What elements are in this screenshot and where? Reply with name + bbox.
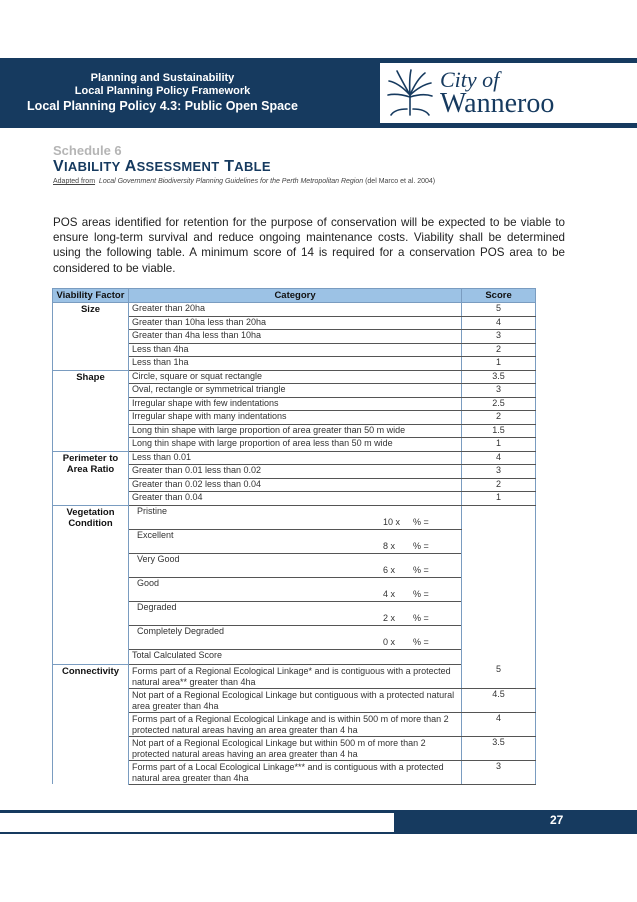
vegetation-cell (128, 529, 461, 553)
schedule-label: Schedule 6 (53, 143, 122, 158)
category-cell: Forms part of a Local Ecological Linkage*** and is contiguous with a protected natural area greater than 4ha (128, 760, 461, 784)
factor-shape: Shape (53, 370, 129, 451)
city-logo (380, 63, 637, 123)
grass-tree-icon (385, 69, 435, 119)
category-cell: Long thin shape with large proportion of area greater than 50 m wide (128, 424, 461, 438)
category-cell: Less than 1ha (128, 357, 461, 371)
title-iability: IABILITY (63, 159, 121, 174)
title-a: A (120, 158, 137, 175)
category-cell: Long thin shape with large proportion of area less than 50 m wide (128, 438, 461, 452)
vegetation-cell (128, 625, 461, 649)
veg-percent: % = (412, 612, 429, 623)
score-cell: 3 (462, 384, 536, 398)
title-ssessment: SSESSMENT (136, 159, 220, 174)
table-row (53, 303, 536, 317)
page-header (0, 58, 637, 128)
category-cell: Oval, rectangle or symmetrical triangle (128, 384, 461, 398)
veg-multiplier: 4 x (382, 588, 395, 599)
score-cell: 1 (462, 492, 536, 506)
veg-multiplier: 2 x (382, 612, 395, 623)
viability-table (52, 288, 536, 785)
veg-percent: % = (412, 516, 429, 527)
title-v: V (53, 158, 64, 175)
score-cell: 1.5 (462, 424, 536, 438)
factor-connectivity: Connectivity (53, 664, 129, 784)
intro-paragraph: POS areas identified for retention for the purpose of conservation will be expected to be viable to ensure long-term survival and reduce ongoing maintenance costs. Viability shall be determined using the following table. A minimum score of 14 is required for a conservation POS area to be considered to be viable. (53, 216, 565, 275)
score-cell: 4 (462, 451, 536, 465)
table-row (53, 505, 536, 529)
header-titles (0, 72, 325, 114)
category-cell: Not part of a Regional Ecological Linkage but within 500 m of more than 2 protected natural areas having an area greater than 4 ha (128, 736, 461, 760)
veg-label: Pristine (136, 505, 167, 516)
score-cell: 3 (462, 330, 536, 344)
score-cell: 4 (462, 712, 536, 736)
veg-label: Completely Degraded (136, 625, 224, 636)
veg-label: Very Good (136, 553, 180, 564)
header-score: Score (462, 289, 536, 303)
category-cell: Not part of a Regional Ecological Linkage but contiguous with a protected natural area greater than 4ha (128, 688, 461, 712)
veg-multiplier: 10 x (382, 516, 400, 527)
page-number: 27 (550, 813, 564, 827)
adapted-cite: (del Marco et al. 2004) (365, 178, 436, 185)
score-cell: 2.5 (462, 397, 536, 411)
category-cell: Irregular shape with many indentations (128, 411, 461, 425)
adapted-label: Adapted from (53, 178, 96, 185)
header-line-3: Local Planning Policy 4.3: Public Open Space (27, 99, 298, 113)
veg-label: Degraded (136, 601, 177, 612)
factor-size: Size (53, 303, 129, 371)
category-cell: Irregular shape with few indentations (128, 397, 461, 411)
title-t: T (219, 158, 235, 175)
factor-vegetation: Vegetation Condition (53, 505, 129, 664)
score-cell: 4 (462, 316, 536, 330)
table-row (53, 370, 536, 384)
veg-label: Good (136, 577, 159, 588)
score-cell: 3.5 (462, 736, 536, 760)
score-cell: 2 (462, 411, 536, 425)
category-cell: Greater than 0.04 (128, 492, 461, 506)
header-category: Category (128, 289, 461, 303)
header-factor: Viability Factor (53, 289, 129, 303)
vegetation-cell (128, 601, 461, 625)
score-cell: 2 (462, 343, 536, 357)
vegetation-cell (128, 553, 461, 577)
vegetation-cell (128, 577, 461, 601)
adapted-from (53, 178, 435, 185)
table-header-row (53, 289, 536, 303)
factor-perimeter: Perimeter to Area Ratio (53, 451, 129, 505)
category-cell: Less than 0.01 (128, 451, 461, 465)
vegetation-score-cell (462, 505, 536, 664)
category-cell: Circle, square or squat rectangle (128, 370, 461, 384)
score-cell: 5 (462, 303, 536, 317)
adapted-source: Local Government Biodiversity Planning Guidelines for the Perth Metropolitan Region (98, 178, 364, 185)
score-cell: 2 (462, 478, 536, 492)
score-cell: 3 (462, 760, 536, 784)
category-cell: Greater than 0.02 less than 0.04 (128, 478, 461, 492)
table-title (53, 158, 271, 176)
veg-percent: % = (412, 540, 429, 551)
vegetation-cell (128, 505, 461, 529)
category-cell: Greater than 20ha (128, 303, 461, 317)
category-cell: Forms part of a Regional Ecological Linkage and is within 500 m of more than 2 protected natural areas having an area greater than 4 ha (128, 712, 461, 736)
total-score-label: Total Calculated Score (128, 649, 461, 664)
score-cell: 1 (462, 357, 536, 371)
veg-label: Excellent (136, 529, 174, 540)
header-line-2: Local Planning Policy Framework (74, 85, 251, 97)
veg-multiplier: 0 x (382, 636, 395, 647)
logo-city-text: City of (440, 67, 500, 92)
title-able: ABLE (234, 159, 271, 174)
table-row (53, 664, 536, 688)
category-cell: Less than 4ha (128, 343, 461, 357)
veg-multiplier: 8 x (382, 540, 395, 551)
category-cell: Greater than 10ha less than 20ha (128, 316, 461, 330)
category-cell: Forms part of a Regional Ecological Linkage* and is contiguous with a protected natural area** greater than 4ha (128, 664, 461, 688)
score-cell: 1 (462, 438, 536, 452)
veg-percent: % = (412, 564, 429, 575)
score-cell: 3 (462, 465, 536, 479)
veg-percent: % = (412, 636, 429, 647)
veg-multiplier: 6 x (382, 564, 395, 575)
category-cell: Greater than 0.01 less than 0.02 (128, 465, 461, 479)
footer-white-box (0, 813, 394, 832)
header-line-1: Planning and Sustainability (90, 72, 235, 84)
category-cell: Greater than 4ha less than 10ha (128, 330, 461, 344)
veg-percent: % = (412, 588, 429, 599)
score-cell: 4.5 (462, 688, 536, 712)
score-cell: 5 (462, 664, 536, 688)
table-row (53, 451, 536, 465)
logo-name-text: Wanneroo (440, 88, 555, 119)
score-cell: 3.5 (462, 370, 536, 384)
